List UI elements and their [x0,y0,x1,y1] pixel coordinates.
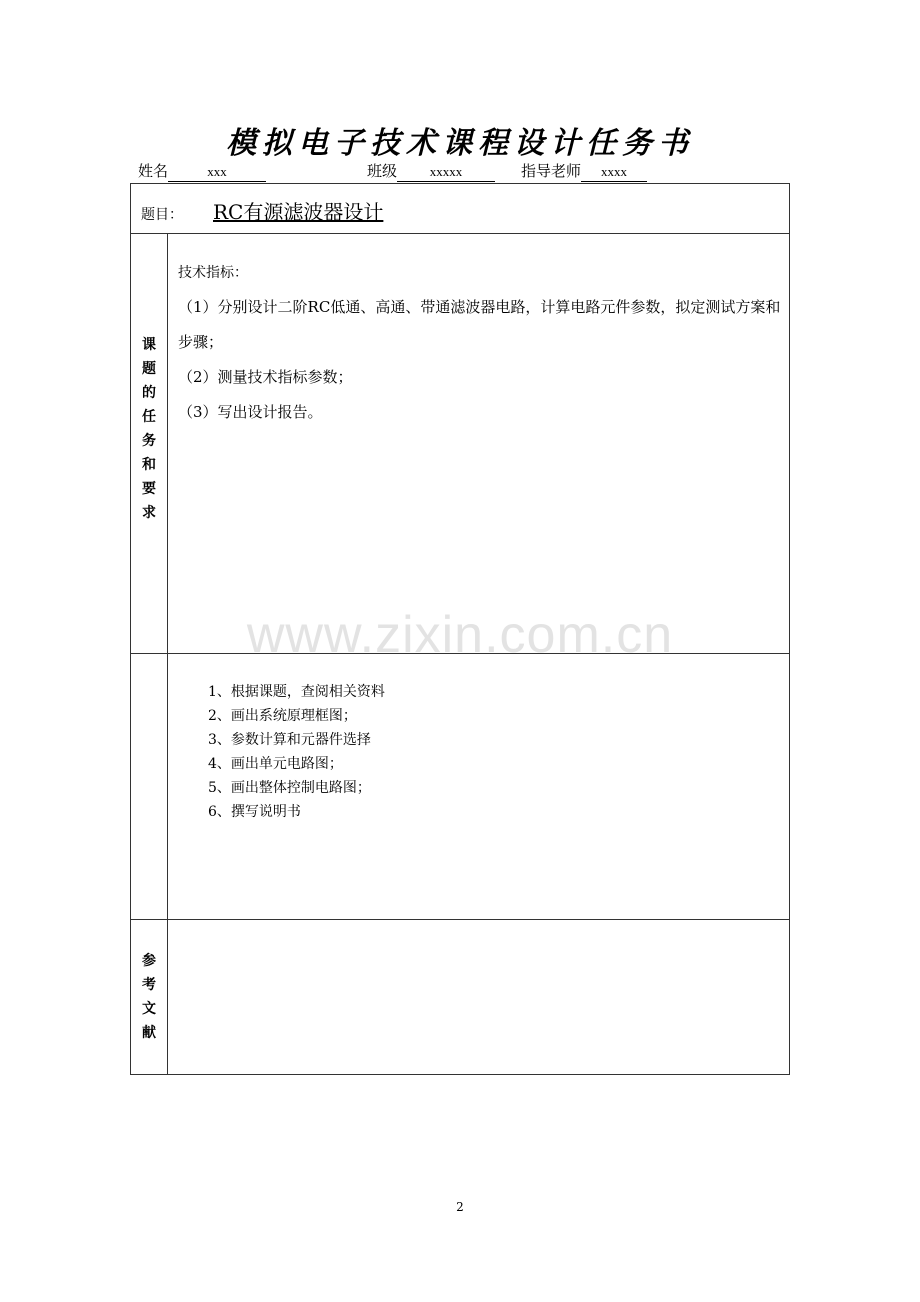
references-side-cell [131,920,168,1075]
topic-label: 题目： [141,207,183,223]
document-title: 模拟电子技术课程设计任务书 [226,126,694,161]
side-char: 和 [142,456,156,473]
references-side-label [131,949,167,1045]
requirements-content-cell [168,234,790,654]
requirement-item: （1）分别设计二阶RC低通、高通、带通滤波器电路，计算电路元件参数，拟定测试方案和步骤； [178,298,781,351]
class-field [367,160,495,182]
side-char: 求 [142,504,156,521]
side-char: 的 [142,384,156,401]
class-label: 班级 [367,162,398,180]
step-item: 6、撰写说明书 [208,804,301,820]
side-char: 献 [142,1025,156,1041]
topic-value: RC有源滤波器设计 [213,200,384,224]
side-char: 要 [142,480,156,497]
side-char: 文 [142,1001,156,1017]
page-number: 2 [456,1200,464,1214]
requirements-side-cell [131,234,168,654]
steps-list [168,654,789,824]
requirements-side-label [131,333,167,525]
step-item: 3、参数计算和元器件选择 [208,732,371,748]
step-item: 2、画出系统原理框图； [208,708,357,724]
side-char: 任 [142,408,156,425]
requirements-row [131,234,790,654]
advisor-label: 指导老师 [521,162,582,180]
references-row [131,920,790,1075]
topic-row [131,184,790,234]
advisor-value: xxxx [581,163,647,182]
steps-content-cell [168,654,790,920]
side-char: 题 [142,360,156,377]
references-content-cell [168,920,790,1075]
name-field [138,160,266,182]
name-label: 姓名 [138,162,169,180]
step-item: 5、画出整体控制电路图； [208,780,371,796]
topic-cell [131,184,790,234]
name-value: xxx [168,163,266,182]
requirement-item: （3）写出设计报告。 [178,403,323,421]
side-char: 参 [142,953,156,969]
side-char: 课 [142,336,156,353]
steps-row [131,654,790,920]
side-char: 考 [142,977,156,993]
advisor-field [521,160,647,182]
class-value: xxxxx [397,163,495,182]
requirement-item: （2）测量技术指标参数； [178,368,353,386]
side-char: 务 [142,432,156,449]
requirements-heading: 技术指标： [178,265,248,281]
steps-side-cell [131,654,168,920]
requirements-content [168,234,789,430]
watermark: www.zixin.com.cn [246,606,674,664]
step-item: 1、根据课题，查阅相关资料 [208,684,385,700]
step-item: 4、画出单元电路图； [208,756,343,772]
